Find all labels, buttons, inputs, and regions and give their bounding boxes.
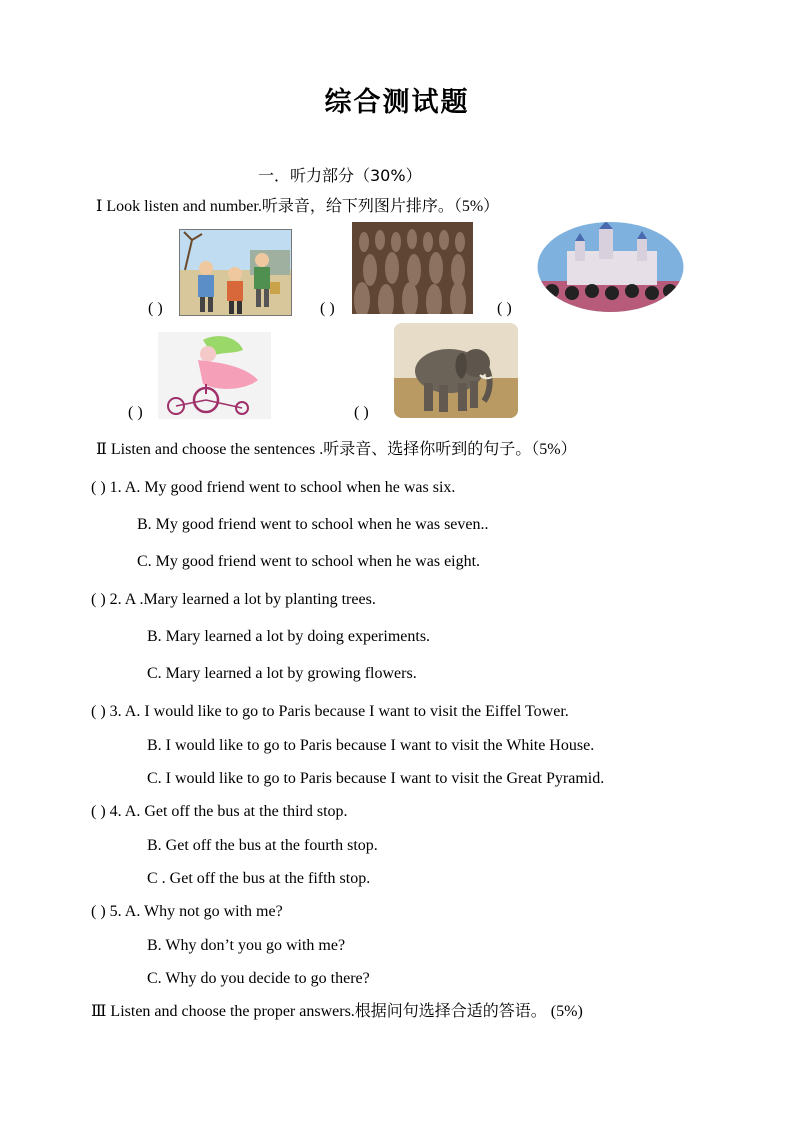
question-1-option-c: C. My good friend went to school when he was eight. — [137, 553, 481, 570]
question-2-option-b: B. Mary learned a lot by doing experiments. — [147, 628, 431, 645]
page-title: 综合测试题 — [324, 87, 470, 118]
question-5-option-c: C. Why do you decide to go there? — [147, 970, 370, 987]
answer-blank-2[interactable]: ( ) — [320, 300, 335, 317]
answer-blank-5[interactable]: ( ) — [354, 404, 369, 421]
girl-unicycle-picture — [158, 332, 271, 419]
question-1-option-b: B. My good friend went to school when he was seven.. — [137, 516, 489, 533]
question-3-option-c: C. I would like to go to Paris because I want to visit the Great Pyramid. — [147, 770, 605, 787]
question-2-option-a: ( ) 2. A .Mary learned a lot by planting trees. — [91, 591, 376, 608]
castle-picture — [537, 221, 684, 313]
part-heading: 一．听力部分（30%） — [258, 166, 422, 185]
section-1-heading: Ⅰ Look listen and number.听录音，给下列图片排序。（5%） — [96, 198, 500, 215]
question-1-option-a: ( ) 1. A. My good friend went to school when he was six. — [91, 479, 456, 496]
question-4-option-a: ( ) 4. A. Get off the bus at the third stop. — [91, 803, 348, 820]
question-5-option-b: B. Why don’t you go with me? — [147, 937, 346, 954]
answer-blank-4[interactable]: ( ) — [128, 404, 143, 421]
question-3-option-b: B. I would like to go to Paris because I want to visit the White House. — [147, 737, 595, 754]
question-5-option-a: ( ) 5. A. Why not go with me? — [91, 903, 283, 920]
question-3-option-a: ( ) 3. A. I would like to go to Paris because I want to visit the Eiffel Tower. — [91, 703, 569, 720]
answer-blank-3[interactable]: ( ) — [497, 300, 512, 317]
question-4-option-b: B. Get off the bus at the fourth stop. — [147, 837, 378, 854]
question-2-option-c: C. Mary learned a lot by growing flowers. — [147, 665, 417, 682]
terracotta-warriors-picture — [352, 222, 473, 314]
children-picture — [179, 229, 292, 316]
elephant-picture — [394, 323, 518, 418]
section-2-heading: Ⅱ Listen and choose the sentences .听录音、选择你听到的句子。（5%） — [96, 441, 577, 458]
answer-blank-1[interactable]: ( ) — [148, 300, 163, 317]
question-4-option-c: C . Get off the bus at the fifth stop. — [147, 870, 371, 887]
section-3-heading: Ⅲ Listen and choose the proper answers.根据问句选择合适的答语。 (5%) — [91, 1003, 583, 1020]
